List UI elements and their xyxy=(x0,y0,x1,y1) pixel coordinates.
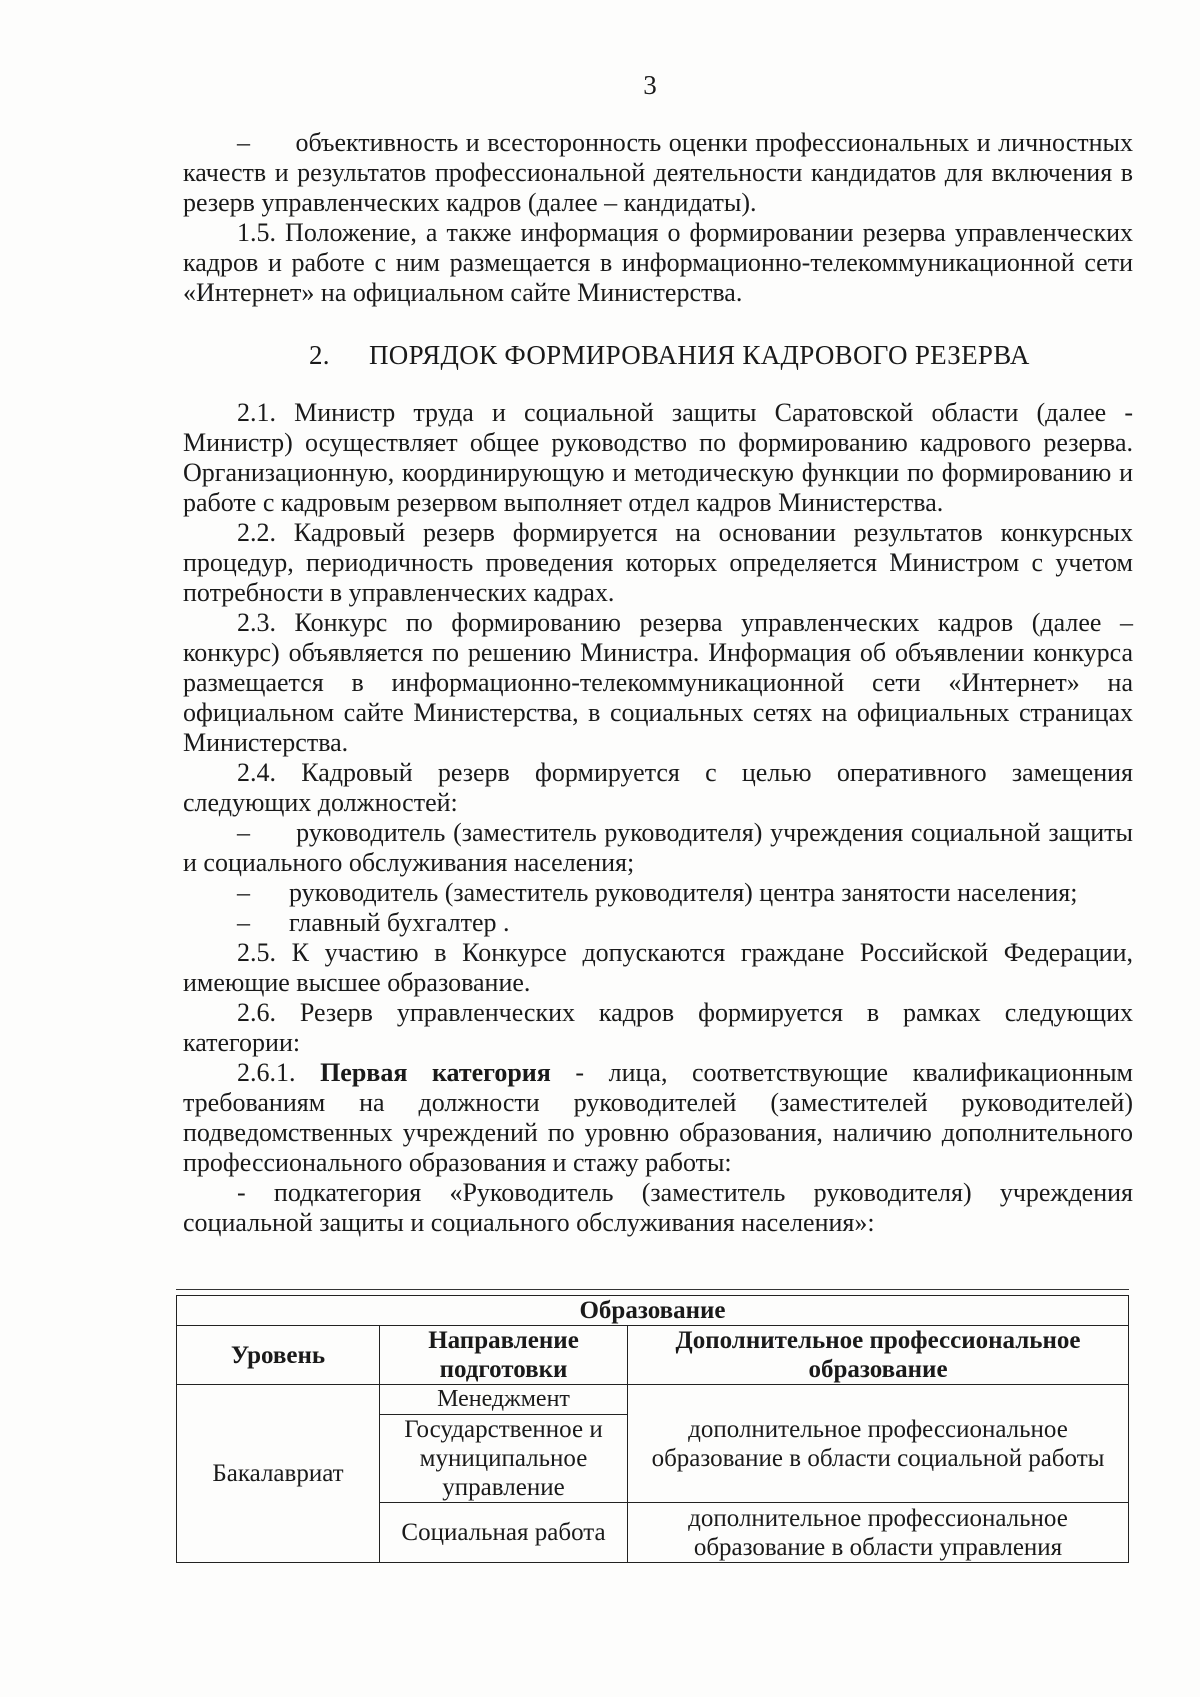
column-header-additional-education: Дополнительное профессиональное образование xyxy=(628,1326,1129,1385)
paragraph-1-5: 1.5. Положение, а также информация о формировании резерва управленческих кадров и работе с ним размещается в информационно-телекоммуникационной сети «Интернет» на официальном сайте Министерства. xyxy=(183,218,1133,307)
document-body xyxy=(183,128,1133,1238)
table-cell-direction: Социальная работа xyxy=(380,1503,628,1563)
paragraph-2-6-1 xyxy=(183,1058,1133,1178)
paragraph-2-2: 2.2. Кадровый резерв формируется на основании результатов конкурсных процедур, периодичность проведения которых определяется Министром с учетом потребности в управленческих кадрах. xyxy=(183,518,1133,607)
section-heading xyxy=(183,340,1133,370)
paragraph-subcategory: - подкатегория «Руководитель (заместитель руководителя) учреждения социальной защиты и социального обслуживания населения»: xyxy=(183,1178,1133,1237)
list-item-employment-center: – руководитель (заместитель руководителя) центра занятости населения; xyxy=(237,878,1078,907)
table-cell-additional: дополнительное профессиональное образование в области социальной работы xyxy=(628,1385,1129,1503)
table-cell-direction: Государственное и муниципальное управление xyxy=(380,1415,628,1503)
column-header-level: Уровень xyxy=(177,1326,380,1385)
list-item-chief-accountant: – главный бухгалтер . xyxy=(237,908,510,937)
table-top-border xyxy=(176,1289,1129,1290)
paragraph-2-5: 2.5. К участию в Конкурсе допускаются граждане Российской Федерации, имеющие высшее образование. xyxy=(183,938,1133,997)
paragraph-objectivity: – объективность и всесторонность оценки профессиональных и личностных качеств и результатов профессиональной деятельности кандидатов для включения в резерв управленческих кадров (далее – кандидаты). xyxy=(183,128,1133,217)
education-table xyxy=(176,1295,1129,1563)
list-item-social-protection: – руководитель (заместитель руководителя) учреждения социальной защиты и социального обслуживания населения; xyxy=(183,818,1133,877)
paragraph-2-3: 2.3. Конкурс по формированию резерва управленческих кадров (далее – конкурс) объявляется по решению Министра. Информация об объявлении конкурса размещается в информационно-телекоммуникационной сети «Интернет» на официальном сайте Министерства, в социальных сетях на официальных страницах Министерства. xyxy=(183,608,1133,757)
column-header-direction: Направление подготовки xyxy=(380,1326,628,1385)
table-cell-additional: дополнительное профессиональное образование в области управления xyxy=(628,1503,1129,1563)
section-title: ПОРЯДОК ФОРМИРОВАНИЯ КАДРОВОГО РЕЗЕРВА xyxy=(369,340,1030,370)
page-number: 3 xyxy=(643,70,657,100)
table-row xyxy=(177,1385,1129,1415)
section-number: 2. xyxy=(309,340,330,370)
education-group-header: Образование xyxy=(177,1296,1129,1326)
table-row xyxy=(177,1296,1129,1326)
paragraph-2-6: 2.6. Резерв управленческих кадров формируется в рамках следующих категории: xyxy=(183,998,1133,1057)
paragraph-2-6-1-text: - лица, соответствующие квалификационным требованиям на должности руководителей (заместителей руководителей) подведомственных учреждений по уровню образования, наличию дополнительного профессионального образования и стажу работы: xyxy=(183,1058,1133,1177)
first-category-label: Первая категория xyxy=(320,1058,551,1087)
table-row xyxy=(177,1326,1129,1385)
paragraph-2-4: 2.4. Кадровый резерв формируется с целью оперативного замещения следующих должностей: xyxy=(183,758,1133,817)
table-cell-direction: Менеджмент xyxy=(380,1385,628,1415)
paragraph-2-1: 2.1. Министр труда и социальной защиты Саратовской области (далее - Министр) осуществляет общее руководство по формированию кадрового резерва. Организационную, координирующую и методическую функции по формированию и работе с кадровым резервом выполняет отдел кадров Министерства. xyxy=(183,398,1133,517)
table-cell-level: Бакалавриат xyxy=(177,1385,380,1563)
paragraph-2-6-1-number: 2.6.1. xyxy=(237,1058,321,1087)
